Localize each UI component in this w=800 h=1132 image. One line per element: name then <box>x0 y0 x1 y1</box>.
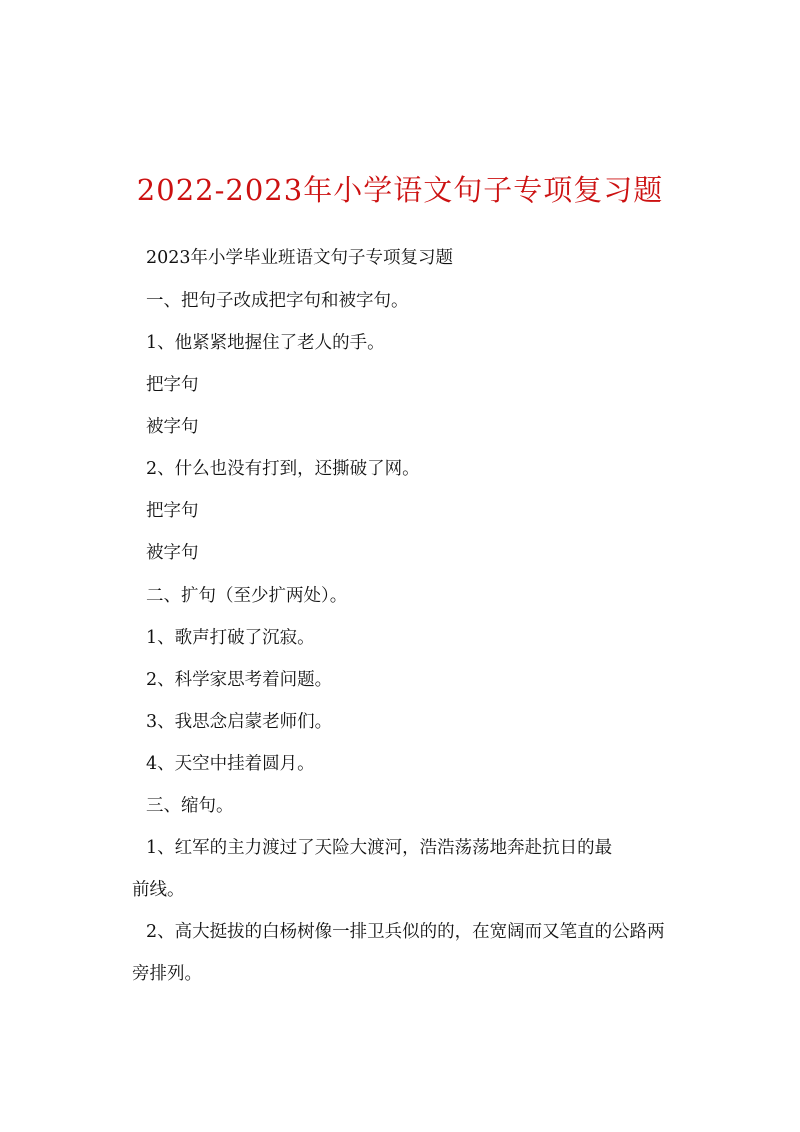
question-line: 4、天空中挂着圆月。 <box>146 754 315 774</box>
question-line-continuation: 前线。 <box>132 880 185 900</box>
answer-label: 被字句 <box>146 543 199 563</box>
question-line: 1、红军的主力渡过了天险大渡河，浩浩荡荡地奔赴抗日的最 <box>146 838 613 858</box>
answer-label: 把字句 <box>146 375 199 395</box>
answer-label: 把字句 <box>146 501 199 521</box>
section-heading-3: 三、缩句。 <box>146 796 234 816</box>
question-line: 2、什么也没有打到，还撕破了网。 <box>146 459 420 479</box>
answer-label: 被字句 <box>146 417 199 437</box>
document-title: 2022-2023年小学语文句子专项复习题 <box>136 173 664 207</box>
question-line: 1、歌声打破了沉寂。 <box>146 628 315 648</box>
subtitle-line: 2023年小学毕业班语文句子专项复习题 <box>146 248 454 268</box>
question-line: 1、他紧紧地握住了老人的手。 <box>146 333 385 353</box>
section-heading-2: 二、扩句（至少扩两处）。 <box>146 586 348 606</box>
question-line-continuation: 旁排列。 <box>132 964 202 984</box>
question-line: 3、我思念启蒙老师们。 <box>146 712 333 732</box>
question-line: 2、科学家思考着问题。 <box>146 670 333 690</box>
question-line: 2、高大挺拔的白杨树像一排卫兵似的的，在宽阔而又笔直的公路两 <box>146 922 665 942</box>
section-heading-1: 一、把句子改成把字句和被字句。 <box>146 291 409 311</box>
